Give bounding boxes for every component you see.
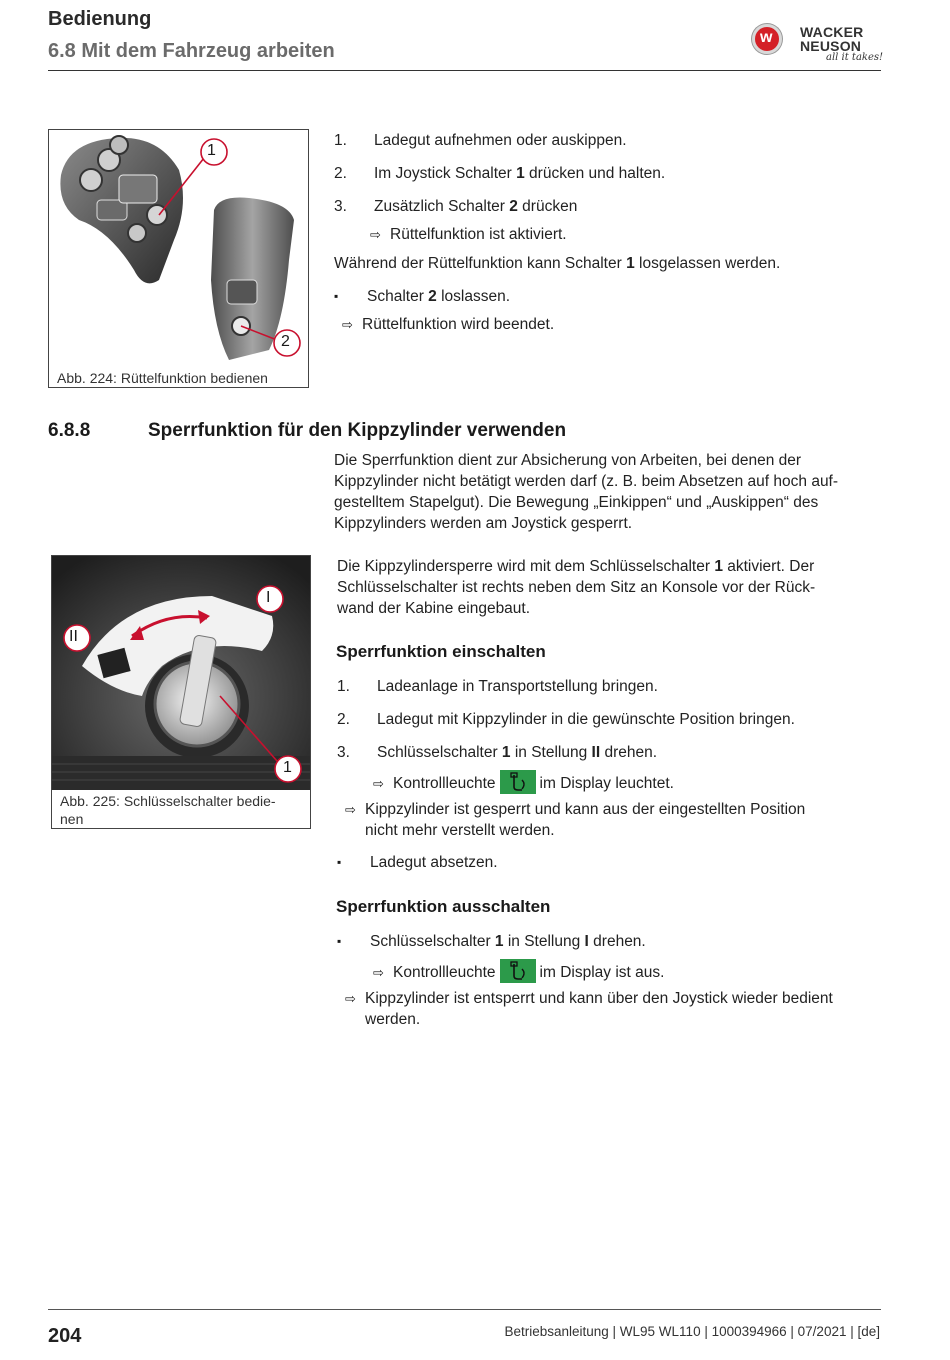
step-number: 3.: [334, 198, 347, 215]
subheading-lock-off: Sperrfunktion ausschalten: [336, 897, 551, 916]
wacker-neuson-logo: [752, 22, 884, 68]
bullet-text: Schlüsselschalter 1 in Stellung I drehen.: [370, 933, 646, 950]
description-paragraph: Die Kippzylindersperre wird mit dem Schlüsselschalter 1 aktiviert. Der Schlüsselschalter ist rechts neben dem Sitz an Konsole vor der Rück- wand der Kabine eingebaut.: [337, 558, 816, 617]
logo-text: WACKER NEUSON: [800, 24, 864, 54]
step-text: Ladegut aufnehmen oder auskippen.: [374, 132, 627, 149]
result-arrow-icon: ⇨: [373, 965, 384, 980]
callout-label-I: I: [266, 589, 271, 606]
result-arrow-icon: ⇨: [342, 317, 353, 332]
bullet-icon: ▪: [334, 289, 339, 303]
step-result: ⇨ Rüttelfunktion ist aktiviert.: [370, 226, 567, 243]
intro-paragraph: Die Sperrfunktion dient zur Absicherung von Arbeiten, bei denen der Kippzylinder nicht betätigt werden darf (z. B. beim Absetzen auf hoch auf- gestelltem Stapelgut). Die Bewegung „Einkippen“ und „Auskippen“ des Kippzylinders werden am Joystick gesperrt.: [334, 452, 839, 532]
chapter-title: Bedienung: [48, 8, 152, 30]
document-reference: Betriebsanleitung | WL95 WL110 | 1000394966 | 07/2021 | [de]: [504, 1324, 880, 1339]
figure-key-switch: [51, 555, 311, 829]
section-number: 6.8.8: [48, 420, 91, 441]
section-subtitle: 6.8 Mit dem Fahrzeug arbeiten: [48, 40, 335, 62]
logo-tagline: all it takes!: [826, 52, 884, 63]
step-text: Im Joystick Schalter 1 drücken und halten.: [374, 165, 666, 182]
result-arrow-icon: ⇨: [373, 776, 384, 791]
step-text: Ladegut mit Kippzylinder in die gewünschte Position bringen.: [377, 711, 795, 728]
footer-divider: [48, 1309, 881, 1310]
result-arrow-icon: ⇨: [370, 227, 381, 242]
figure-joystick: [48, 129, 309, 388]
section-title: Sperrfunktion für den Kippzylinder verwenden: [148, 420, 567, 441]
result-arrow-icon: ⇨: [345, 802, 356, 817]
callout-label-1: 1: [207, 142, 216, 159]
step-number: 2.: [337, 711, 350, 728]
step-number: 2.: [334, 165, 347, 182]
joystick-illustration: [49, 130, 308, 365]
step-number: 3.: [337, 744, 350, 761]
step-text: Zusätzlich Schalter 2 drücken: [374, 198, 578, 215]
figure-caption: Abb. 225: Schlüsselschalter bedie- nen: [60, 793, 276, 827]
control-lamp-icon: [500, 770, 536, 794]
step-number: 1.: [334, 132, 347, 149]
header-divider: [48, 70, 881, 71]
key-switch-illustration: [52, 556, 310, 790]
bullet-text: Ladegut absetzen.: [370, 854, 498, 871]
result-arrow-icon: ⇨: [345, 991, 356, 1006]
control-lamp-icon: [500, 959, 536, 983]
step-number: 1.: [337, 678, 350, 695]
logo-emblem-icon: w: [752, 24, 782, 54]
bullet-result: ⇨ Kippzylinder ist entsperrt und kann über den Joystick wieder bedient werden.: [345, 990, 833, 1028]
bullet-result: ⇨ Rüttelfunktion wird beendet.: [342, 316, 555, 333]
bullet-result: ⇨ Kontrollleuchte im Display ist aus.: [373, 959, 664, 983]
callout-label-1: 1: [283, 759, 292, 776]
bullet-icon: ▪: [337, 855, 342, 869]
step-text: Ladeanlage in Transportstellung bringen.: [377, 678, 658, 695]
callout-label-II: II: [69, 628, 78, 645]
step-result: ⇨ Kontrollleuchte im Display leuchtet.: [373, 770, 674, 794]
step-text: Schlüsselschalter 1 in Stellung II drehen.: [377, 744, 658, 761]
page-number: 204: [48, 1325, 82, 1347]
bullet-text: Schalter 2 loslassen.: [367, 288, 511, 305]
step-result: ⇨ Kippzylinder ist gesperrt und kann aus der eingestellten Position nicht mehr verstellt werden.: [345, 801, 806, 839]
callout-label-2: 2: [281, 333, 290, 350]
bullet-icon: ▪: [337, 934, 342, 948]
figure-caption: Abb. 224: Rüttelfunktion bedienen: [57, 370, 268, 386]
subheading-lock-on: Sperrfunktion einschalten: [336, 642, 546, 661]
note-text: Während der Rüttelfunktion kann Schalter 1 losgelassen werden.: [334, 255, 781, 272]
